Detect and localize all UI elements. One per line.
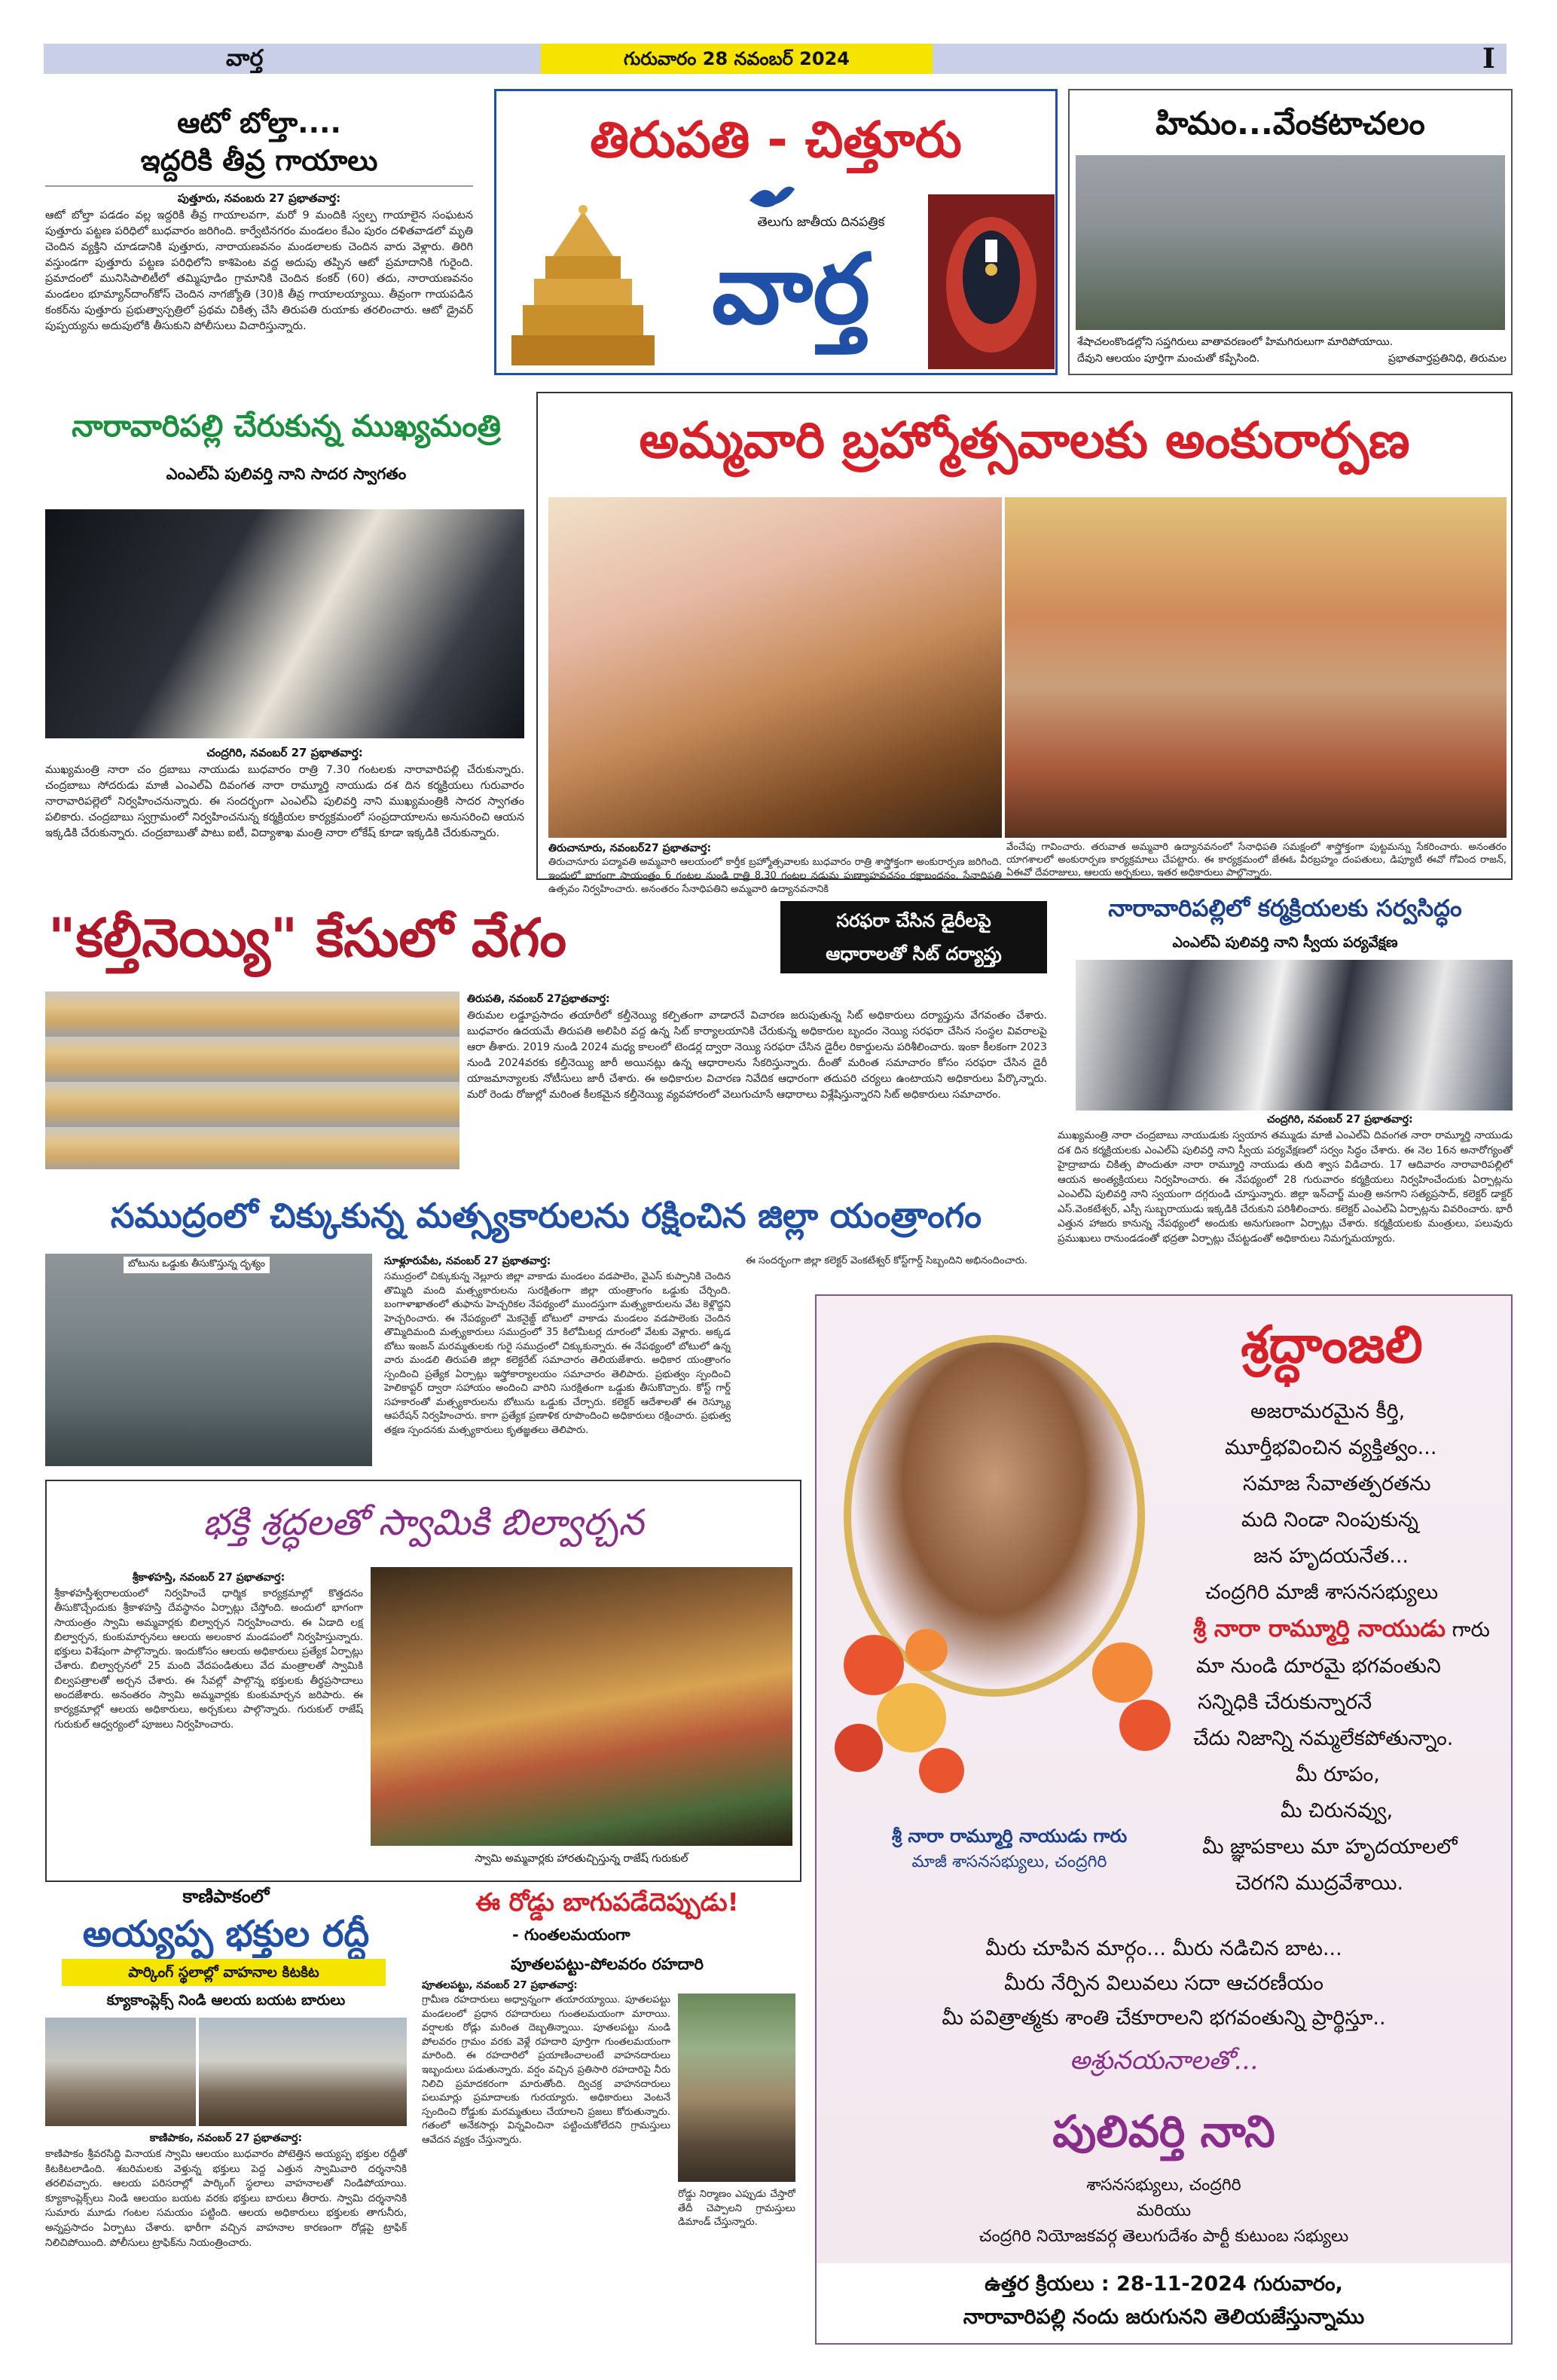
himam-caption-line1: శేషాచలంకొండల్లోని సప్తగిరులు వాతావరణంలో హిమగిరులుగా మారిపోయాయి. xyxy=(1077,336,1394,348)
shraddhanjali-footer-line2: నారావారిపల్లి నందు జరుగునని తెలియజేస్తున్నాము xyxy=(963,2305,1365,2329)
road-byline: - గుంతలమయంగా xyxy=(512,1926,630,1944)
shraddhanjali-line: మూర్తీభవించిన వ్యక్తిత్వం... xyxy=(1225,1436,1437,1459)
shraddhanjali-sign-and: మరియు xyxy=(1136,2201,1192,2220)
section-banner-title: తిరుపతి - చిత్తూరు xyxy=(590,111,962,169)
shraddhanjali-sign-family: చంద్రగిరి నియోజకవర్గ తెలుగుదేశం పార్టీ కుటుంబ సభ్యులు xyxy=(978,2227,1349,2246)
shraddhanjali-line: సమాజ సేవాతత్పరతను xyxy=(1243,1472,1431,1496)
shraddhanjali-footer-line1: ఉత్తర క్రియలు : 28-11-2024 గురువారం, xyxy=(985,2272,1343,2296)
bilvarchana-dateline: శ్రీకాళహస్తి, నవంబర్ 27 ప్రభాతవార్త: xyxy=(132,1572,285,1584)
shraddhanjali-line: మీ జ్ఞాపకాలు మా హృదయాలలో xyxy=(1202,1835,1458,1859)
fishermen-headline: సముద్రంలో చిక్కుకున్న మత్స్యకారులను రక్షించిన జిల్లా యంత్రాంగం xyxy=(110,1196,982,1236)
flower-icon xyxy=(829,1620,979,1801)
shraddhanjali-signatory: పులివర్తి నాని xyxy=(1052,2106,1275,2157)
shraddhanjali-title: శ్రద్ధాంజలి xyxy=(1241,1315,1423,1375)
shraddhanjali-name-highlight: శ్రీ నారా రామ్మూర్తి నాయుడు xyxy=(1193,1615,1446,1642)
masthead-date: గురువారం 28 నవంబర్ 2024 xyxy=(541,44,933,74)
karmakriya-body: ముఖ్యమంత్రి నారా చంద్రబాబు నాయుడుకు స్వయాన తమ్ముడు మాజీ ఎంఎల్ఏ దివంగత నారా రామ్మూర్తి నాయుడు దశ దిన కర్మక్రియలకు ఎంఎల్ఏ పులివర్తి నాని స్వీయ పర్యవేక్షణలో సర్వం సిద్ధం చేశారు. ఈ నెల 16న అనారోగ్యంతో హైద్రాబాదు చికిత్స పొందుతూ నారా రామ్మూర్తి నాయుడు తుది శ్వాస విడిచారు. 17 ఆదివారం నారావారిపల్లిలో ఆయన అంత్యక్రియలు నిర్వహించారు. ఈ నేపథ్యంలో 28 గురువారం కర్మక్రియలు నిర్వహించేందుకు ఏర్పాట్లను ఎంఎల్ఏ పులివర్తి నాని స్వయంగా దగ్గరుండి చూస్తున్నారు. జిల్లా ఇన్‌చార్జ్ మంత్రి అనగాని సత్యప్రసాద్, కలెక్టర్ డాక్టర్ ఎస్.వెంకటేశ్వర్, ఎస్పీ సుబ్బరాయుడు ఇక్కడికి చేరుకుని పరిశీలించారు. కలెక్టర్ ఎంఎల్ఏ ఏర్పాట్లను వివరించారు. భారీ ఎత్తున హాజరు కానున్న నేపథ్యంలో అందుకు అనుగుణంగా ఏర్పాట్లు చేశారు. కర్మక్రియలకు మంత్రులు, పలువురు ప్రముఖులు రానుండడంతో భద్రతా ఏర్పాట్లు చేపట్టడంతో అధికారులు నిమగ్నమయ్యారు. xyxy=(1058,1129,1513,1245)
ghee-case-box-line2: ఆధారాలతో సిట్ దర్యాప్తు xyxy=(826,943,1002,964)
brahmotsavam-dateline: తిరుచానూరు, నవంబర్27 ప్రభాతవార్త: xyxy=(548,842,712,854)
ayyappa-body: కాణిపాకం శ్రీవరసిద్ధి వినాయక స్వామి ఆలయం బుధవారం పోటెత్తిన అయ్యప్ప భక్తుల రద్దీతో కిటకిటలాడింది. శబరిమలకు వెళ్తున్న భక్తులు పెద్ద ఎత్తున స్వామివారి దర్శనానికి తరలివచ్చారు. ఆలయ పరిసరాల్లో పార్కింగ్ స్థలాలు వాహనాలతో నిండిపోయాయి. క్యూకాంప్లెక్స్‌లు నిండి ఆలయం బయట వరకు భక్తులు బారులు తీరారు. స్వామి దర్శనానికి సుమారు మూడు గంటల సమయం పట్టింది. ఆలయ అధికారులు భక్తులకు తాగునీరు, అన్నప్రసాదం ఏర్పాటు చేశారు. భారీగా వచ్చిన వాహనాల కారణంగా రోడ్లపై ట్రాఫిక్ నిలిచిపోయింది. పోలీసులు ట్రాఫిక్‌ను నియంత్రించారు. xyxy=(45,2148,407,2249)
dove-icon xyxy=(746,178,798,215)
road-dateline: పూతలపట్టు, నవంబర్ 27 ప్రభాతవార్త: xyxy=(422,1979,578,1991)
shraddhanjali-line: మది నిండా నింపుకున్న xyxy=(1241,1508,1418,1532)
auto-accident-headline xyxy=(45,104,473,179)
shraddhanjali-line: సన్నిధికి చేరుకున్నారనే xyxy=(1198,1691,1372,1714)
shraddhanjali-line: మీ పవిత్రాత్మకు శాంతి చేకూరాలని భగవంతున్ని ప్రార్థిస్తూ.. xyxy=(942,2006,1386,2030)
shraddhanjali-line: అజరామరమైన కీర్తి, xyxy=(1250,1400,1406,1423)
fishermen-body-right: ఈ సందర్భంగా జిల్లా కలెక్టర్ వెంకటేశ్వర్ కోస్ట్‌గార్డ్ సిబ్బందిని అభినందించారు. xyxy=(746,1255,1028,1266)
shraddhanjali-footer xyxy=(817,2263,1511,2343)
brahmotsavam-photo-right xyxy=(1005,497,1507,838)
bilvarchana-headline: భక్తి శ్రద్ధలతో స్వామికి బిల్వార్చన xyxy=(203,1502,644,1544)
cm-arrival-dateline: చంద్రగిరి, నవంబర్ 27 ప్రభాతవార్త: xyxy=(206,746,363,759)
brahmotsavam-photo-left xyxy=(548,497,1002,838)
shraddhanjali-line: అశ్రునయనాలతో... xyxy=(1069,2045,1259,2076)
ayyappa-headline: అయ్యప్ప భక్తుల రద్దీ xyxy=(82,1913,370,1955)
auto-accident-headline-line1: ఆటో బోల్తా.... xyxy=(177,106,341,139)
brahmotsavam-body-left: తిరుచానూరు పద్మావతి అమ్మవారి ఆలయంలో కార్తీక బ్రహ్మోత్సవాలకు బుధవారం రాత్రి శాస్త్రోక్తంగా అంకురార్పణ జరిగింది. ఇందులో భాగంగా సాయంత్రం 6 గంటల నుండి రాత్రి 8.30 గంటల నడుమ పుణ్యాహవచనం రక్షాబంధనం, సేనాధిపతి ఉత్సవం నిర్వహించారు. అనంతరం సేనాధిపతిని అమ్మవారి ఉద్యానవనానికి xyxy=(548,857,1002,895)
karmakriya-dateline: చంద్రగిరి, నవంబర్ 27 ప్రభాతవార్త: xyxy=(1267,1114,1413,1126)
ayyappa-sub1: పార్కింగ్ స్థలాల్లో వాహనాల కిటకిట xyxy=(62,1959,386,1986)
shraddhanjali-line: చెరగని ముద్రవేశాయి. xyxy=(1235,1871,1404,1895)
fishermen-photo xyxy=(45,1254,372,1466)
karmakriya-photo xyxy=(1076,960,1513,1111)
auto-accident-body: ఆటో బోల్తా పడడం వల్ల ఇద్దరికి తీవ్ర గాయాలవగా, మరో 9 మందికి స్వల్ప గాయాలైన సంఘటన పుత్తూరు పట్టణ పరిధిలో బుధవారం జరిగింది. కార్వేటినగరం మండలం కేఎం పురం దళితవాడలో మృతి చెందిన వ్యక్తిని చూడడానికి పుత్తూరు, నారాయణవనం మండలాలకు చెందిన వారు వెళ్లారు. తిరిగి వస్తుండగా పుత్తూరు పట్టణ పరిధిలోని కాశిపెంట వద్ద అదుపు తప్పిన ఆటో ప్రమాదానికి గురైంది. ప్రమాదంలో మునిసిపాలిటీలో తమ్మిపూడిం గ్రామానికి చెందిన కంకర్ (60) తదు, నారాయణవనం మండలం భూమ్యాన్‌దాంగ్‌కోస్ చెందిన నాగజ్యోతి (30)కి తీవ్ర గాయాలయ్యాయి. తీవ్రంగా గాయపడిన కంకర్‌ను పుత్తూరు ప్రభుత్వాస్పత్రిలో ప్రథమ చికిత్స చేసి తిరుపతి రుయాకు తరలించారు. ఆటో డ్రైవర్ పుప్పయ్యను అదుపులోకి తీసుకుని పోలీసులు విచారిస్తున్నారు. xyxy=(45,209,473,332)
ayyappa-sub2: క్యూకాంప్లెక్స్ నిండి ఆలయ బయట బారులు xyxy=(106,1992,346,2009)
fishermen-body-left: సముద్రంలో చిక్కుకున్న నెల్లూరు జిల్లా వాకాడు మండలం వడపాలెం, వైఎస్ కుప్పానికి చెందిన తొమ్మిది మంది మత్స్యకారులను సురక్షితంగా జిల్లా యంత్రాంగం ఒడ్డుకు చేర్చింది. బంగాళాఖాతంలో తుఫాను హెచ్చరికల నేపథ్యంలో ముందస్తుగా మత్స్యకారులను వేట కెళ్లొద్దని హెచ్చరించారు. ఈ నేపథ్యంలో మెకనైజ్డ్ బోటులో వాకాడు మండలం వడపాలెంకు చెందిన తొమ్మిదిమంది మత్స్యకారులు సముద్రంలో 35 కిలోమీటర్ల దూరంలో వేటకు వెళ్లారు. అక్కడ బోటు ఇంజన్ మరమ్మతులకు గురై సముద్రంలో చిక్కుకున్నారు. ఈ నేపథ్యంలో బోటులో ఉన్న వారు మండలి తిరుపతి జిల్లా కలెక్టరేట్ సమాచారం తెలియజేశారు. అధికార యంత్రాంగం స్పందించి ప్రత్యేక ఏర్పాట్లు ఇస్త్రోకార్యాలయం సమాచారం తెలిపారు. ప్రభుత్వం స్పందించి హెలికాప్టర్ ద్వారా సహాయం అందించి వారిని సురక్షితంగా ఒడ్డుకు తీసుకొచ్చారు. కోస్ట్ గార్డ్ సహకారంతో మత్స్యకారులను బోటును ఒడ్డుకు చేర్చారు. కలెక్టర్ ఆదేశాలతో ఈ రెస్క్యూ ఆపరేషన్ నిర్వహించారు. కాగా ప్రత్యేక ప్రణాళిక రూపొందించి అధికారులు రక్షించారు. ప్రభుత్వ తక్షణ స్పందనకు మత్స్యకారులు కృతజ్ఞతలు తెలిపారు. xyxy=(384,1271,731,1436)
shraddhanjali-photo-name: శ్రీ నారా రామ్మూర్తి నాయుడు గారు xyxy=(891,1825,1128,1847)
shraddhanjali-photo-role: మాజీ శాసనసభ్యులు, చంద్రగిరి xyxy=(911,1853,1107,1871)
shraddhanjali-line: జన హృదయనేత... xyxy=(1253,1544,1409,1568)
shraddhanjali-name xyxy=(1193,1615,1490,1648)
brahmotsavam-headline: అమ్మవారి బ్రహ్మోత్సవాలకు అంకురార్పణ xyxy=(639,411,1410,469)
fishermen-photo-caption: బోటును ఒడ్డుకు తీసుకొస్తున్న దృశ్యం xyxy=(124,1257,270,1273)
road-body-right: రోడ్డు నిర్మాణం ఎప్పుడు చేస్తారో తేదీ చెప్పాలని గ్రామస్తులు డిమాండ్ చేస్తున్నారు. xyxy=(678,2189,795,2229)
divider xyxy=(45,185,473,187)
brahmotsavam-body-right: వేంచేపు గావించారు. తరువాత అమ్మవారి ఉద్యానవనంలో సేనాధిపతి సమక్షంలో శాస్త్రోక్తంగా పుట్టమన్ను సేకరించారు. అనంతరం యాగశాలలో అంకురార్పణ కార్యక్రమాలు చేపట్టారు. ఈ కార్యక్రమంలో జేఈఓ వీరబ్రహ్మం దంపతులు, డిప్యూటీ ఈవో గోవింద రాజన్, ఏఈవో దేవరాజులు, ఆలయ అర్చకులు, ఇతర అధికారులు పాల్గొన్నారు. xyxy=(1006,842,1507,878)
ayyappa-kicker: కాణిపాకంలో xyxy=(182,1886,270,1907)
auto-accident-dateline: పుత్తూరు, నవంబరు 27 ప్రభాతవార్త: xyxy=(177,191,341,205)
bilvarchana-photo xyxy=(371,1567,792,1846)
road-body-left: గ్రామీణ రహదారులు అధ్వాన్నంగా తయారయ్యాయి. పూతలపట్టు మండలంలో ప్రధాన రహదారులు గుంతలమయంగా మారాయి. వర్షాలకు రోడ్లు మరింత దెబ్బతిన్నాయి. పూతలపట్టు నుండి పోలవరం గ్రామం వరకు వెళ్లే రహదారి పూర్తిగా గుంతలమయంగా మారింది. ఈ రహదారిలో ప్రయాణించాలంటే వాహనదారులు ఇబ్బందులు పడుతున్నారు. వర్షం వచ్చిన ప్రతిసారి రహదారిపై నీరు నిలిచి ప్రమాదకరంగా మారుతోంది. ద్విచక్ర వాహనదారులు పలుమార్లు ప్రమాదాలకు గురయ్యారు. అధికారులు వెంటనే స్పందించి రోడ్డుకు మరమ్మతులు చేయాలని ప్రజలు కోరుతున్నారు. గతంలో అనేకసార్లు విన్నవించినా పట్టించుకోలేదని గ్రామస్తులు ఆవేదన వ్యక్తం చేస్తున్నారు. xyxy=(422,1994,670,2146)
himam-caption-line2: దేవుని ఆలయం పూర్తిగా మంచుతో కప్పేసింది. xyxy=(1077,353,1260,365)
himam-credit: ప్రభాతవార్తప్రతినిధి, తిరుమల xyxy=(1388,353,1507,365)
shraddhanjali-line: మీరు నేర్పిన విలువలు సదా ఆచరణీయం xyxy=(1004,1972,1323,1995)
bilvarchana-body: శ్రీకాళహస్తీశ్వరాలయంలో నిర్వహించే ధార్మిక కార్యక్రమాల్లో కొత్తదనం తీసుకొచ్చేందుకు శ్రీకాళహస్తి దేవస్థానం ఏర్పాట్లు చేస్తోంది. అందులో భాగంగా సాయంత్రం స్వామి అమ్మవార్లకు బిల్వార్చన నిర్వహించారు. ఈ ఏడాది లక్ష బిల్వార్చన, కుంకుమార్చనలు ఆలయ అలంకార మండపంలో నిర్వహిస్తున్నారు. భక్తులు విశేషంగా పాల్గొన్నారు. ఇందుకోసం ఆలయ అధికారులు ప్రత్యేక ఏర్పాట్లు చేశారు. బిల్వార్చనలో 25 మంది వేదపండితులు వేద మంత్రాలతో స్వామికి బిల్వపత్రాలతో అర్చన చేశారు. ఈ సేవల్లో పాల్గొన్న భక్తులకు తీర్థప్రసాదాలు అందజేశారు. అనంతరం స్వామి అమ్మవార్లకు కుంకుమార్చన జరిపారు. ఈ కార్యక్రమాల్లో ఆలయ అధికారులు, అర్చకులు పాల్గొన్నారు. గురుకుల్ రాజేష్ గురుకుల్ ఆధ్వర్యంలో పూజలు నిర్వహించారు. xyxy=(54,1587,363,1731)
gopuram-icon xyxy=(500,203,666,369)
ghee-case-box xyxy=(780,901,1047,973)
ayyappa-photo-right xyxy=(199,2018,407,2126)
shraddhanjali-line: మీరు చూపిన మార్గం... మీరు నడిచిన బాట... xyxy=(985,1937,1342,1960)
shraddhanjali-line: మా నుండి దూరమై భగవంతుని xyxy=(1196,1654,1441,1678)
shraddhanjali-line: మీ చిరునవ్వు, xyxy=(1281,1799,1394,1822)
ghee-case-photo xyxy=(45,991,459,1169)
deity-icon xyxy=(928,194,1055,369)
ghee-case-headline: "కల్తీనెయ్యి" కేసులో వేగం xyxy=(48,907,566,969)
ghee-case-body: తిరుమల లడ్డూప్రసాదం తయారీలో కల్తీనెయ్యి కల్పితంగా వాడారనే విచారణ జరుపుతున్న సిట్ అధికారులు దర్యాప్తును వేగవంతం చేశారు. బుధవారం ఉదయమే తిరుపతి అలిపిరి వద్ద ఉన్న సిట్ కార్యాలయానికి చేరుకున్న అధికారుల బృందం నెయ్యి సరఫరా చేసిన సంస్థల వివరాలపై ఆరా తీశారు. 2019 నుండి 2024 మధ్య కాలంలో టెండర్ల ద్వారా నెయ్యి సరఫరా చేసిన డైరీల రికార్డులను పరిశీలించారు. ఇంకా కీలకంగా 2023 నుండి 2024వరకు కల్తీనెయ్యి జారీ అయినట్లు ఉన్న ఆధారాలను సేకరిస్తున్నారు. దీంతో మరింత సమాచారం కోసం సరఫరా చేసిన డైరీ యాజమాన్యాలకు నోటీసులు జారీ చేశారు. ఈ అధికారుల విచారణ నివేదిక ఆధారంగా తదుపరి చర్యలు ఉంటాయని అధికారులు పేర్కొన్నారు. మరో రెండు రోజుల్లో మరింత కీలకమైన కల్తీనెయ్యి వ్యవహారంలో వెలుగుచూసే ఆధారాలు విశ్లేషిస్తున్నారని సిట్ అధికారులు సమాచారం. xyxy=(467,1010,1048,1101)
page-number: I xyxy=(1482,43,1495,75)
ghee-case-dateline: తిరుపతి, నవంబర్ 27ప్రభాతవార్త: xyxy=(467,993,610,1005)
cm-arrival-headline: నారావారిపల్లి చేరుకున్న ముఖ్యమంత్రి xyxy=(72,409,501,444)
shraddhanjali-role: చంద్రగిరి మాజీ శాసనసభ్యులు xyxy=(1205,1581,1439,1604)
himam-photo xyxy=(1076,155,1505,330)
section-banner-tagline: తెలుగు జాతీయ దినపత్రిక xyxy=(757,215,885,230)
himam-headline: హిమం...వేంకటాచలం xyxy=(1156,105,1425,142)
shraddhanjali-line: మీ రూపం, xyxy=(1296,1763,1380,1786)
road-headline: ఈ రోడ్డు బాగుపడేదెప్పుడు! xyxy=(475,1887,739,1917)
shraddhanjali-sign-role: శాసనసభ్యులు, చంద్రగిరి xyxy=(1086,2176,1241,2195)
section-banner-logo: వార్త xyxy=(711,234,871,346)
shraddhanjali-line: చేదు నిజాన్ని నమ్మలేకపోతున్నాం. xyxy=(1193,1727,1454,1750)
masthead-logo: వార్త xyxy=(226,45,264,72)
fishermen-dateline: సూళ్లూరుపేట, నవంబర్ 27 ప్రభాతవార్త: xyxy=(384,1255,551,1267)
cm-arrival-subhead: ఎంఎల్ఏ పులివర్తి నాని సాదర స్వాగతం xyxy=(166,465,407,483)
karmakriya-subhead: ఎంఎల్ఏ పులివర్తి నాని స్వీయ పర్యవేక్షణ xyxy=(1172,934,1398,951)
ayyappa-photo-left xyxy=(45,2018,196,2126)
road-subhead: పూతలపట్టు-పోలవరం రహదారి xyxy=(511,1955,704,1973)
auto-accident-headline-line2: ఇద్దరికి తీవ్ర గాయాలు xyxy=(140,144,378,177)
shraddhanjali-name-suffix: గారు xyxy=(1452,1618,1490,1642)
flower-icon xyxy=(1070,1627,1183,1763)
cm-arrival-body: ముఖ్యమంత్రి నారా చం ద్రబాబు నాయుడు బుధవారం రాత్రి 7.30 గంటలకు నారావారిపల్లి చేరుకున్నారు. చంద్రబాబు సోదరుడు మాజీ ఎంఎల్ఏ దివంగత నారా రామ్మూర్తి నాయుడు దశ దిన కర్మక్రియలు గురువారం నారావారిపల్లెలో నిర్వహించనున్నారు. ఈ సందర్భంగా ఎంఎల్ఏ పులివర్తి నాని ముఖ్యమంత్రికి సాదర స్వాగతం పలికారు. చంద్రబాబు స్వగ్రామంలో నిర్వహించనున్న కర్మక్రియల కార్యక్రమంలో సంప్రదాయాలను అనుసరించి ఆయన ఇక్కడికి చేరుకున్నారు. చంద్రబాబుతో పాటు ఐటీ, విద్యాశాఖ మంత్రి నారా లోకేష్ కూడా ఇక్కడికి చేరుకున్నారు. xyxy=(45,764,524,839)
karmakriya-headline: నారావారిపల్లిలో కర్మక్రియలకు సర్వసిద్ధం xyxy=(1108,895,1462,922)
bilvarchana-photo-caption: స్వామి అమ్మవార్లకు హారతుచ్చిస్తున్న రాజేష్ గురుకుల్ xyxy=(475,1853,688,1865)
road-photo xyxy=(678,1994,795,2182)
cm-arrival-photo xyxy=(45,509,524,738)
ayyappa-dateline: కాణిపాకం, నవంబర్ 27 ప్రభాతవార్త: xyxy=(149,2132,303,2144)
ghee-case-box-line1: సరఫరా చేసిన డైరీలపై xyxy=(836,910,991,931)
